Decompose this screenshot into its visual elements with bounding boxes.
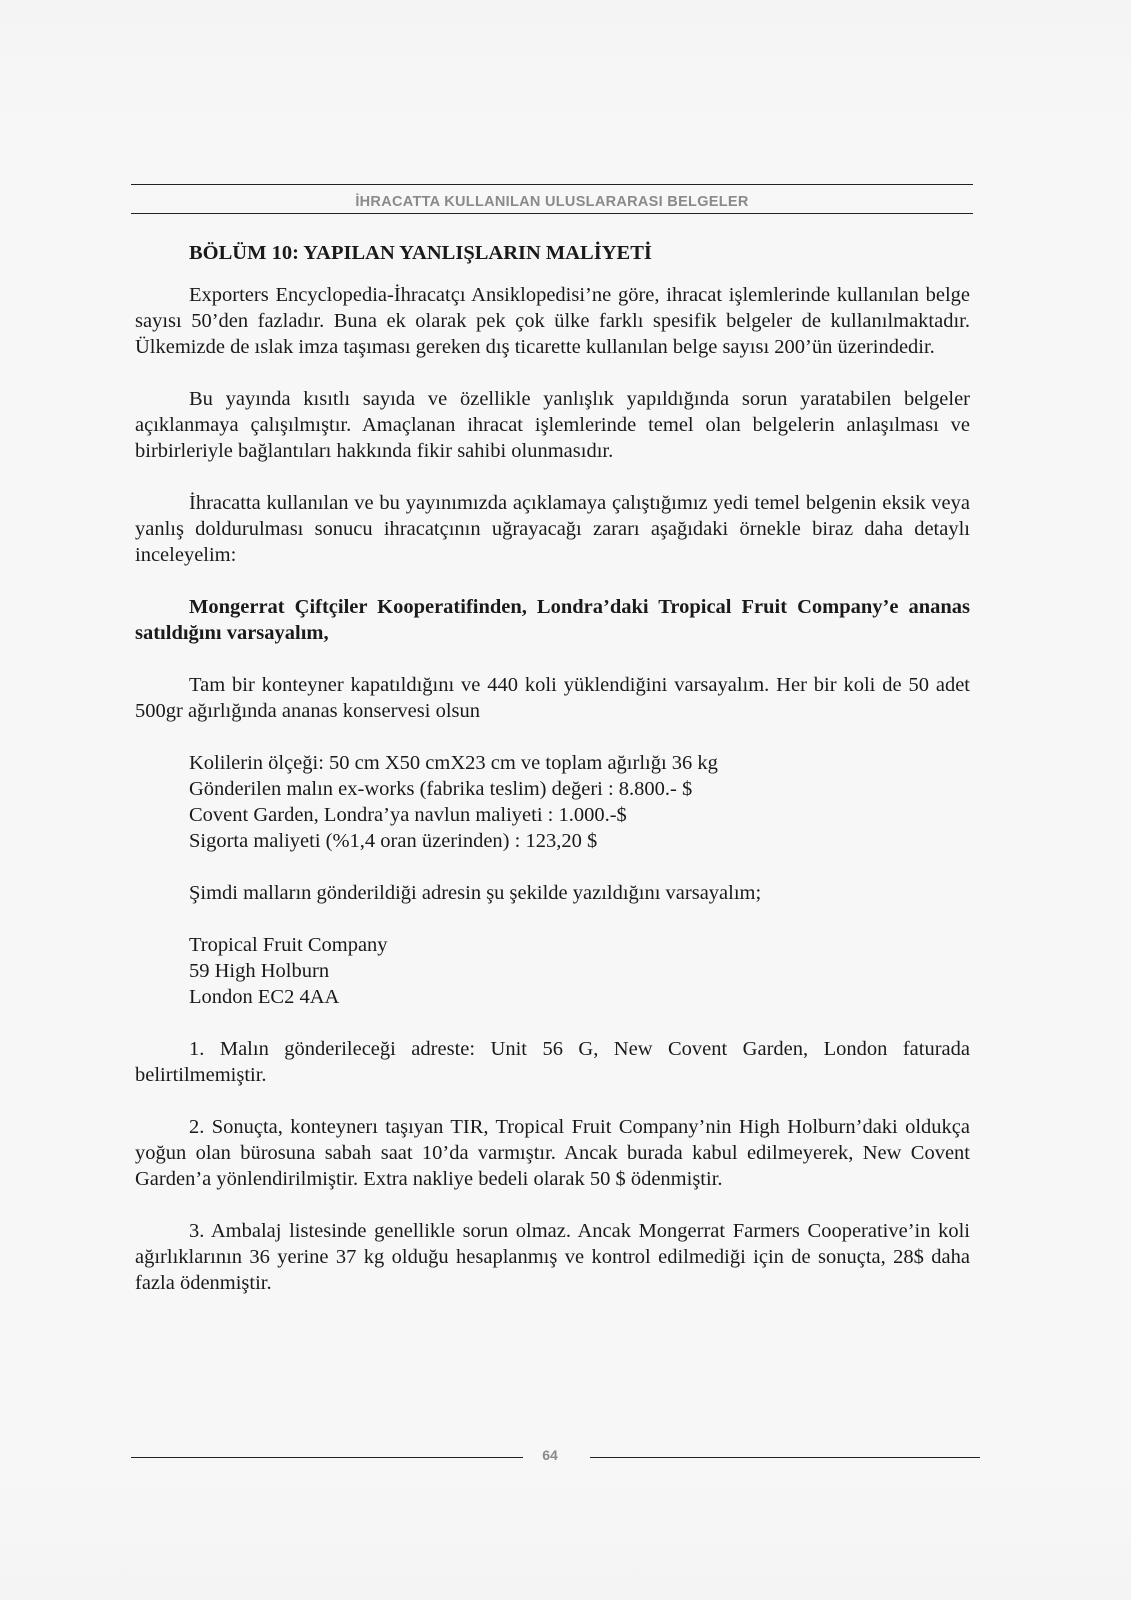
detail-line: Sigorta maliyeti (%1,4 oran üzerinden) : 123,20 $ (189, 830, 598, 852)
paragraph-2: Bu yayında kısıtlı sayıda ve özellikle yanlışlık yapıldığında sorun yaratabilen belgeler açıklanmaya çalışılmıştır. Amaçlanan ihracat işlemlerinde temel olan belgelerin anlaşılması ve birbirleriyle bağlantıları hakkında fikir sahibi olunmasıdır. (135, 388, 970, 462)
address-line: 59 High Holburn (189, 960, 330, 982)
list-item-2: 2. Sonuçta, konteynerı taşıyan TIR, Tropical Fruit Company’nin High Holburn’daki oldukça yoğun olan bürosuna sabah saat 10’da varmıştır. Ancak burada kabul edilmeyerek, New Covent Garden’a yönlendirilmiştir. Extra nakliye bedeli olarak 50 $ ödenmiştir. (135, 1116, 970, 1190)
paragraph-5: Şimdi malların gönderildiği adresin şu şekilde yazıldığını varsayalım; (189, 882, 762, 904)
detail-line: Covent Garden, Londra’ya navlun maliyeti : 1.000.-$ (189, 804, 627, 826)
header-bottom-rule (131, 213, 973, 214)
header-top-rule (131, 184, 973, 185)
address-line: London EC2 4AA (189, 986, 340, 1008)
address-line: Tropical Fruit Company (189, 934, 388, 956)
list-item-1: 1. Malın gönderileceği adreste: Unit 56 G, New Covent Garden, London faturada belirtilmemiştir. (135, 1038, 970, 1086)
paragraph-1: Exporters Encyclopedia-İhracatçı Ansiklopedisi’ne göre, ihracat işlemlerinde kullanılan belge sayısı 50’den fazladır. Buna ek olarak pek çok ülke farklı spesifik belgeler de kullanılmaktadır. Ülkemizde de ıslak imza taşıması gereken dış ticarette kullanılan belge sayısı 200’ün üzerindedir. (135, 284, 970, 358)
list-item-3: 3. Ambalaj listesinde genellikle sorun olmaz. Ancak Mongerrat Farmers Cooperative’in koli ağırlıklarının 36 yerine 37 kg olduğu hesaplanmış ve kontrol edilmediği için de sonuçta, 28$ daha fazla ödenmiştir. (135, 1220, 970, 1294)
detail-line: Kolilerin ölçeği: 50 cm X50 cmX23 cm ve toplam ağırlığı 36 kg (189, 752, 718, 774)
running-header: İHRACATTA KULLANILAN ULUSLARARASI BELGELER (355, 194, 749, 210)
address-block (189, 932, 970, 1010)
paragraph-3: İhracatta kullanılan ve bu yayınımızda açıklamaya çalıştığımız yedi temel belgenin eksik veya yanlış doldurulması sonucu ihracatçının uğrayacağı zararı aşağıdaki örnekle biraz daha detaylı inceleyelim: (135, 492, 970, 566)
shipment-details (189, 750, 970, 854)
paragraph-4: Tam bir konteyner kapatıldığını ve 440 koli yüklendiğini varsayalım. Her bir koli de 50 adet 500gr ağırlığında ananas konservesi olsun (135, 674, 970, 722)
detail-line: Gönderilen malın ex-works (fabrika teslim) değeri : 8.800.- $ (189, 778, 693, 800)
page-number: 64 (542, 1447, 558, 1463)
example-heading: Mongerrat Çiftçiler Kooperatifinden, Londra’daki Tropical Fruit Company’e ananas satıldığını varsayalım, (135, 596, 970, 644)
chapter-title: BÖLÜM 10: YAPILAN YANLIŞLARIN MALİYETİ (189, 242, 652, 264)
page-body (135, 240, 970, 1322)
footer-rule-left (131, 1457, 523, 1458)
footer-rule-right (590, 1457, 980, 1458)
